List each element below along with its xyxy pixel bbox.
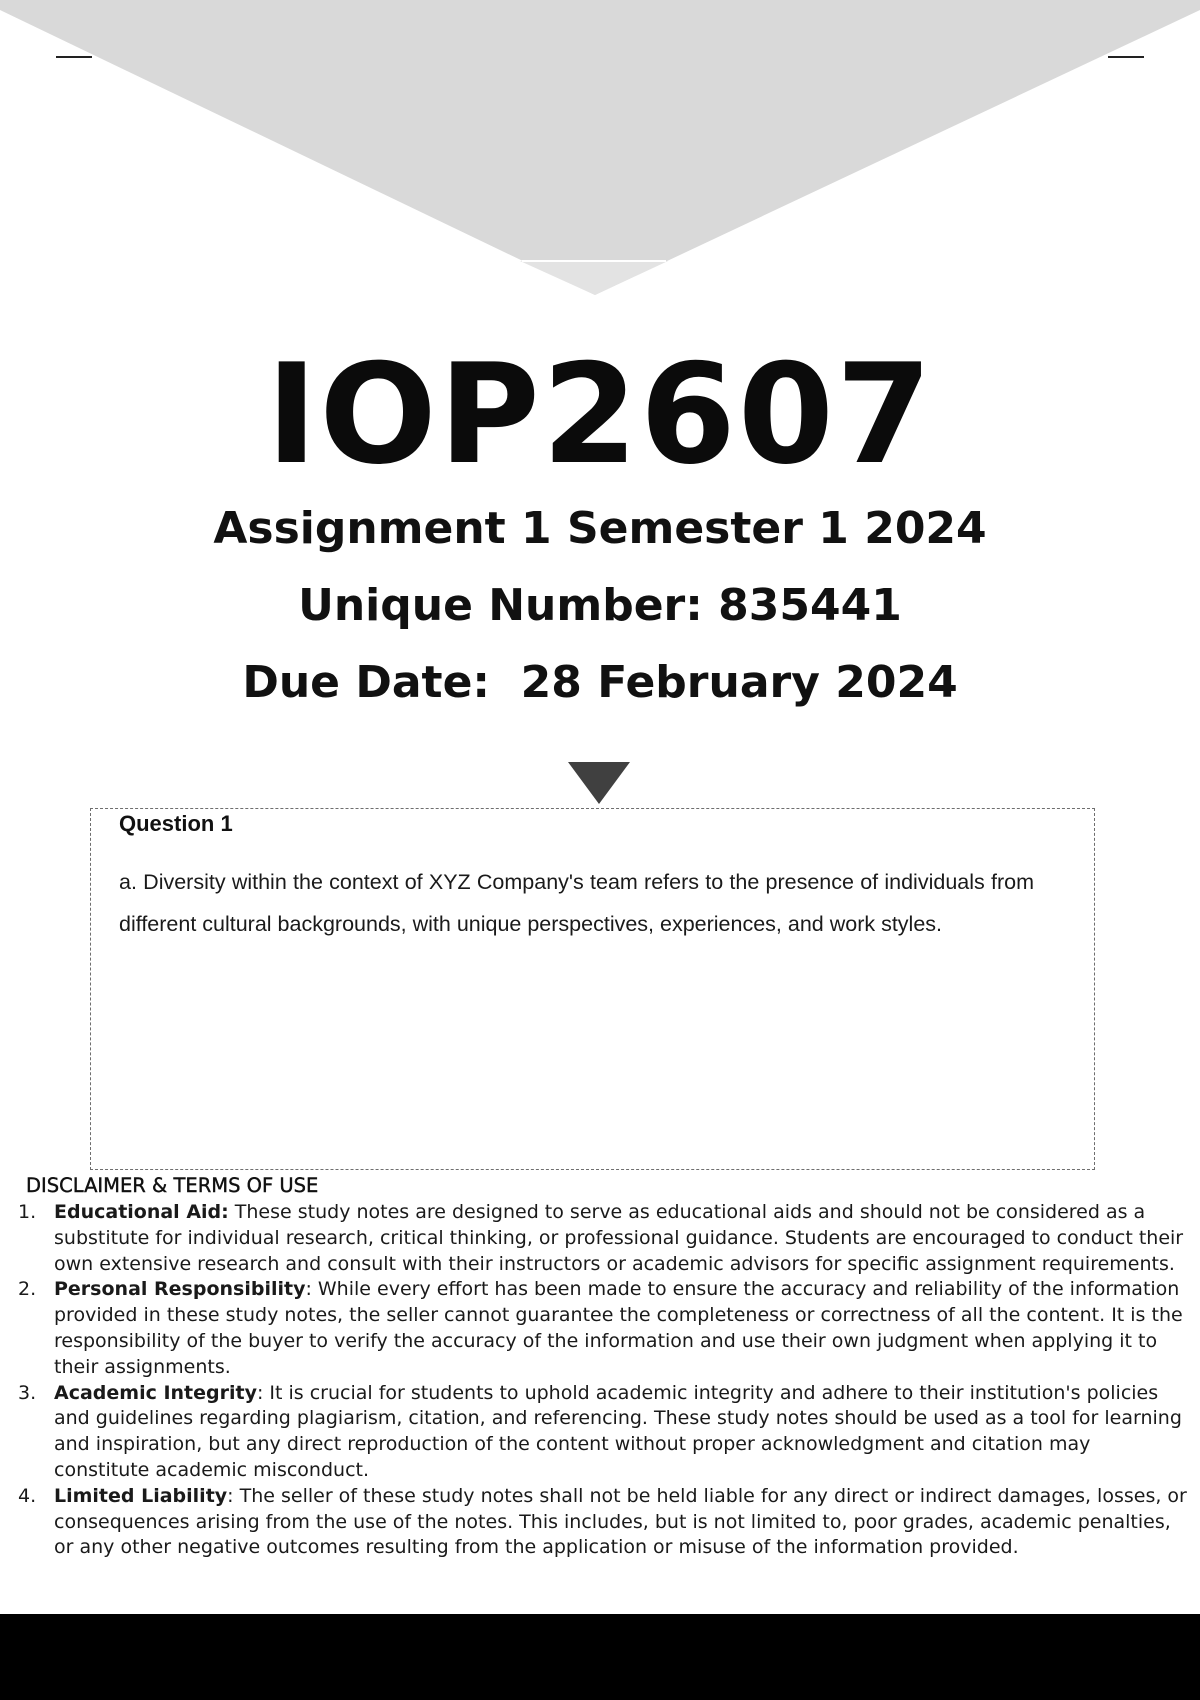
- bottom-black-bar: [0, 1614, 1200, 1700]
- disclaimer-heading: DISCLAIMER & TERMS OF USE: [26, 1174, 319, 1197]
- disclaimer-section: [18, 1172, 1188, 1561]
- term-number: 1.: [18, 1201, 37, 1223]
- question-box: [90, 808, 1095, 1170]
- term-item-educational-aid: [18, 1200, 1188, 1277]
- term-text: : The seller of these study notes shall not be held liable for any direct or indirect damages, losses, or consequences arising from the use of the notes. This includes, but is not limited to, poor grades, academic penalties, or any other negative outcomes resulting from the application or misuse of the information provided.: [54, 1484, 1187, 1559]
- question-answer-text: a. Diversity within the context of XYZ Company's team refers to the presence of individuals from different cultural backgrounds, with unique perspectives, experiences, and work styles.: [119, 870, 1034, 936]
- term-text: These study notes are designed to serve as educational aids and should not be considered as a substitute for individual research, critical thinking, or professional guidance. Students are encouraged to conduct their own extensive research and consult with their instructors or academic advisors for specific assignment requirements.: [54, 1201, 1184, 1275]
- question-title: Question 1: [119, 811, 233, 836]
- term-text: : While every effort has been made to ensure the accuracy and reliability of the information provided in these study notes, the seller cannot guarantee the completeness or correctness of all the content. It is the responsibility of the buyer to verify the accuracy of the information and use their own judgment when applying it to their assignments.: [54, 1278, 1183, 1378]
- course-code: IOP2607: [266, 334, 934, 495]
- terms-list: [18, 1200, 1188, 1561]
- term-item-limited-liability: [18, 1484, 1188, 1561]
- assignment-line: Assignment 1 Semester 1 2024: [213, 503, 987, 554]
- top-banner-shape: [0, 0, 1200, 300]
- down-triangle-icon: [568, 762, 630, 804]
- term-title: Personal Responsibility: [54, 1278, 306, 1301]
- unique-number-line: Unique Number: 835441: [298, 580, 902, 631]
- term-title: Educational Aid:: [54, 1201, 229, 1223]
- due-date-line: Due Date: 28 February 2024: [242, 657, 958, 708]
- term-text: : It is crucial for students to uphold academic integrity and adhere to their institution's policies and guidelines regarding plagiarism, citation, and referencing. These study notes should be used as a tool for learning and inspiration, but any direct reproduction of the content without proper acknowledgment and citation may constitute academic misconduct.: [54, 1381, 1182, 1481]
- term-number: 2.: [18, 1278, 37, 1301]
- top-left-corner-line: [56, 56, 92, 58]
- term-item-academic-integrity: [18, 1381, 1188, 1484]
- term-title: Limited Liability: [54, 1484, 228, 1507]
- term-number: 3.: [18, 1381, 37, 1404]
- term-title: Academic Integrity: [54, 1381, 257, 1404]
- banner-v-shape: [0, 0, 1200, 295]
- cover-title-block: [0, 334, 1200, 721]
- term-item-personal-responsibility: [18, 1277, 1188, 1380]
- banner-notch-highlight: [520, 261, 668, 295]
- top-right-corner-line: [1108, 56, 1144, 58]
- term-number: 4.: [18, 1484, 37, 1507]
